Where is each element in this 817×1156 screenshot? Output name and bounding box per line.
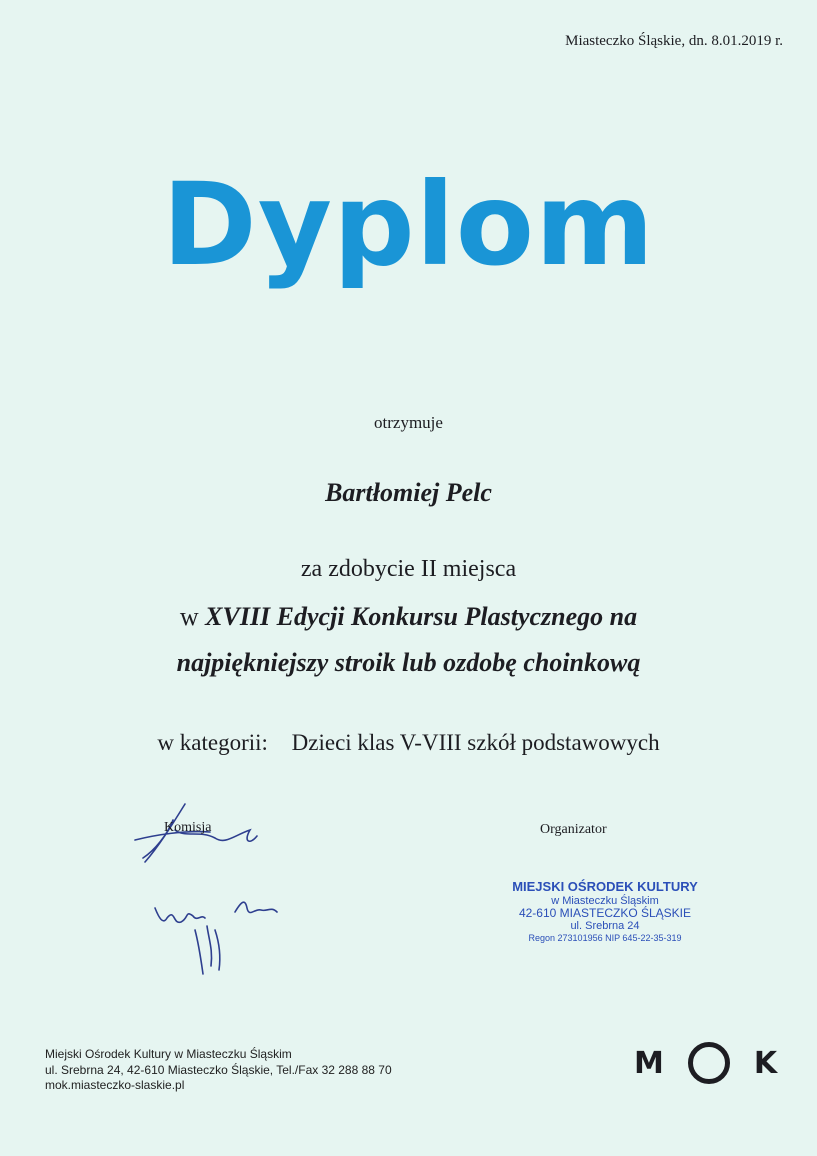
receives-text: otrzymuje: [374, 413, 443, 432]
category-label: w kategorii:: [157, 730, 268, 755]
edition-line-2: najpiękniejszy stroik lub ozdobę choinkową: [176, 648, 641, 677]
mok-logo: [634, 1042, 777, 1084]
recipient-name: Bartłomiej Pelc: [325, 478, 492, 507]
organizer-stamp: [500, 880, 710, 943]
stamp-line-5: Regon 273101956 NIP 645-22-35-319: [528, 932, 682, 943]
footer-website: mok.miasteczko-slaskie.pl: [45, 1078, 185, 1093]
stamp-line-4: ul. Srebrna 24: [570, 920, 640, 933]
stamp-line-1: MIEJSKI OŚRODEK KULTURY: [512, 879, 698, 894]
award-place: za zdobycie II miejsca: [300, 556, 517, 582]
edition-line-1: XVIII Edycji Konkursu Plastycznego na: [205, 602, 638, 631]
signature-scribbles: [115, 790, 295, 980]
organizer-label: Organizator: [540, 822, 607, 837]
diploma-title: Dyplom: [162, 158, 655, 291]
footer-line-1: Miejski Ośrodek Kultury w Miasteczku Śląskim: [45, 1047, 292, 1061]
contest-edition: [0, 602, 817, 632]
category-line: [0, 730, 817, 756]
category-value: Dzieci klas V-VIII szkół podstawowych: [291, 730, 660, 755]
committee-label: Komisja: [164, 820, 212, 835]
footer-address: [45, 1047, 392, 1094]
stamp-line-3: 42-610 MIASTECZKO ŚLĄSKIE: [518, 905, 692, 920]
edition-prefix: w: [179, 602, 199, 631]
footer-line-2: ul. Srebrna 24, 42-610 Miasteczko Śląskie, Tel./Fax 32 288 88 70: [45, 1062, 392, 1077]
logo-letter-m: M: [634, 1045, 664, 1081]
stamp-line-2: w Miasteczku Śląskim: [551, 894, 659, 907]
logo-ring-icon: [688, 1042, 730, 1084]
issue-date: Miasteczko Śląskie, dn. 8.01.2019 r.: [565, 33, 783, 49]
logo-letter-k: K: [753, 1045, 778, 1081]
